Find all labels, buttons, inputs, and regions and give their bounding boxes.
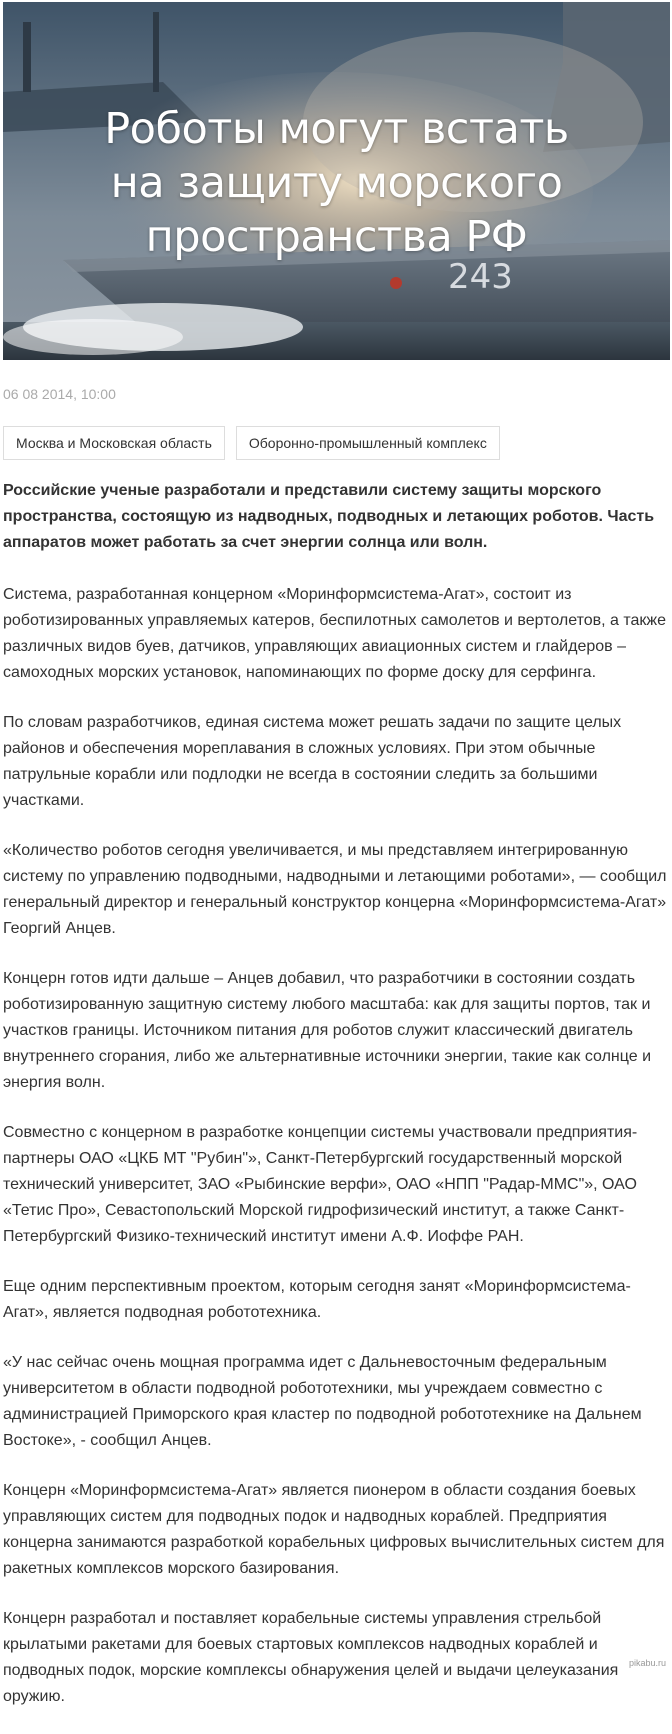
article-paragraph: Концерн «Моринформсистема-Агат» является пионером в области создания боевых управляющих систем для подводных подок и надводных кораблей. Предприятия концерна занимаются разработкой корабельных цифровых вычислительных систем для ракетных комплексов морского базирования. (3, 1482, 665, 1577)
article-paragraph: «Количество роботов сегодня увеличивается, и мы представляем интегрированную систему по управлению подводными, надводными и летающими роботами», — сообщил генеральный директор и генеральный конструктор концерна «Моринформсистема-Агат» Георгий Анцев. (3, 842, 667, 937)
hero-image (3, 2, 670, 360)
article-title-line-2: на защиту морского (110, 158, 563, 208)
article-title-line-3: пространства РФ (145, 212, 528, 262)
article-lead: Российские ученые разработали и представили систему защиты морского пространства, состоящую из надводных, подводных и летающих роботов. Часть аппаратов может работать за счет энергии солнца или волн. (3, 482, 655, 551)
tag-moscow-region[interactable]: Москва и Московская область (3, 426, 225, 460)
article-paragraph: Система, разработанная концерном «Моринформсистема-Агат», состоит из роботизированных управляемых катеров, беспилотных самолетов и вертолетов, а также различных видов буев, датчиков, управляющих авиационных систем и глайдеров – самоходных морских установок, напоминающих по форме доску для серфинга. (3, 586, 667, 681)
article-paragraph: Концерн готов идти дальше – Анцев добавил, что разработчики в состоянии создать роботизированную защитную систему любого масштаба: как для защиты портов, так и участков границы. Источником питания для роботов служит классический двигатель внутреннего сгорания, либо же альтернативные источники энергии, такие как солнце и энергия волн. (3, 970, 651, 1091)
article-body (3, 478, 669, 1734)
article-paragraph: Концерн разработал и поставляет корабельные системы управления стрельбой крылатыми ракетами для боевых стартовых комплексов надводных кораблей и подводных подок, морские комплексы обнаружения целей и выдачи целеуказания оружию. (3, 1610, 619, 1705)
article-paragraph: «У нас сейчас очень мощная программа идет с Дальневосточным федеральным университетом в области подводной робототехники, мы учреждаем совместно с администрацией Приморского края кластер по подводной робототехнике на Дальнем Востоке», - сообщил Анцев. (3, 1354, 642, 1449)
article-paragraph: По словам разработчиков, единая система может решать задачи по защите целых районов и обеспечения мореплавания в сложных условиях. При этом обычные патрульные корабли или подлодки не всегда в состоянии следить за большими участками. (3, 714, 622, 809)
article-title (3, 102, 670, 264)
article-paragraph: Еще одним перспективным проектом, которым сегодня занят «Моринформсистема-Агат», является подводная робототехника. (3, 1278, 631, 1321)
tag-list (3, 426, 500, 460)
watermark: pikabu.ru (628, 1658, 666, 1668)
tag-defense-industry[interactable]: Оборонно-промышленный комплекс (236, 426, 500, 460)
publish-date: 06 08 2014, 10:00 (3, 386, 116, 402)
article-title-line-1: Роботы могут встать (104, 104, 569, 154)
article-paragraph: Совместно с концерном в разработке концепции системы участвовали предприятия-партнеры ОАО «ЦКБ МТ "Рубин"», Санкт-Петербургский государственный морской технический университет, ЗАО «Рыбинские верфи», ОАО «НПП "Радар-ММС"», ОАО «Тетис Про», Севастопольский Морской гидрофизический институт, а также Санкт-Петербургский Физико-технический институт имени А.Ф. Иоффе РАН. (3, 1124, 638, 1245)
svg-text:243: 243 (448, 257, 513, 297)
